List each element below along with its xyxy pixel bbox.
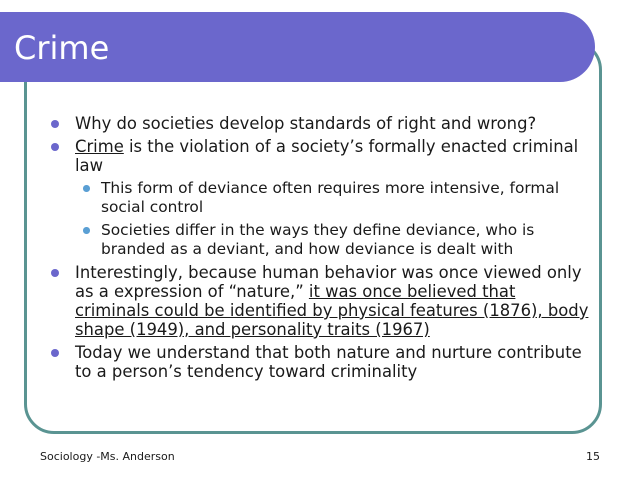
- bullet-1: [46, 114, 591, 133]
- bullet-dot-icon: [51, 269, 59, 277]
- sub-bullet-2: [46, 221, 591, 259]
- bullet-dot-icon: [51, 143, 59, 151]
- sub-bullet-2-text: Societies differ in the ways they define deviance, who is branded as a deviant, and how deviance is dealt with: [101, 221, 535, 258]
- bullet-1-text: Why do societies develop standards of right and wrong?: [75, 114, 537, 133]
- slide-content: [46, 114, 591, 385]
- page-number: 15: [586, 450, 600, 463]
- bullet-3-text: Interestingly, because human behavior was once viewed only as a expression of “nature,”: [75, 263, 582, 301]
- crime-term-link[interactable]: Crime: [75, 137, 124, 156]
- footer-course-label: Sociology -Ms. Anderson: [40, 450, 175, 463]
- bullet-4: [46, 343, 591, 381]
- sub-bullet-1-text: This form of deviance often requires more intensive, formal social control: [101, 179, 560, 216]
- bullet-4-text: Today we understand that both nature and nurture contribute to a person’s tendency toward criminality: [75, 343, 582, 381]
- bullet-2: [46, 137, 591, 175]
- sub-bullet-dot-icon: [83, 227, 90, 234]
- bullet-dot-icon: [51, 120, 59, 128]
- bullet-2-text: is the violation of a society’s formally enacted criminal law: [75, 137, 579, 175]
- bullet-3: [46, 263, 591, 339]
- sub-bullet-dot-icon: [83, 185, 90, 192]
- bullet-3-underlined-text: it was once believed that criminals could be identified by physical features (1876), body shape (1949), and personality traits (1967): [75, 282, 589, 339]
- slide-title: Crime: [14, 29, 110, 67]
- bullet-dot-icon: [51, 349, 59, 357]
- sub-bullet-1: [46, 179, 591, 217]
